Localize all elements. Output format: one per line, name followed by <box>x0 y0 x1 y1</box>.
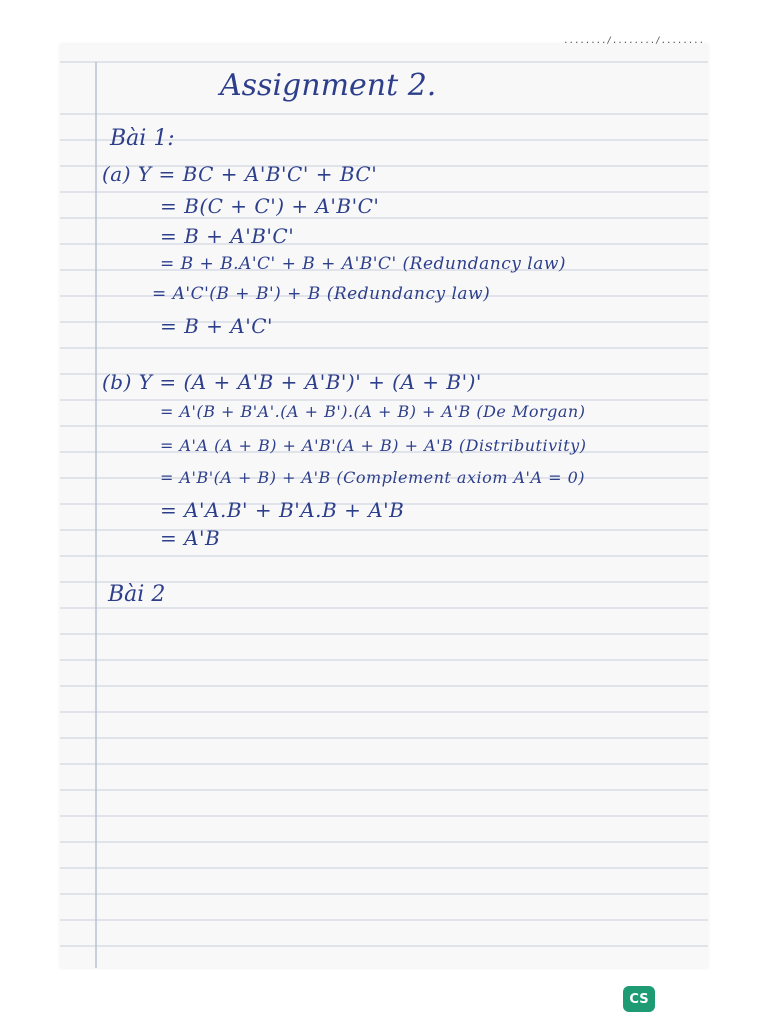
part-a-line-3: = B + A'B'C' <box>160 224 295 248</box>
camscanner-logo: CS <box>623 986 655 1012</box>
part-a-line-4: = B + B.A'C' + B + A'B'C' (Redundancy law) <box>160 254 567 274</box>
part-a-line-6: = B + A'C' <box>160 314 274 338</box>
part-b-line-3: = A'A (A + B) + A'B'(A + B) + A'B (Distributivity) <box>160 436 587 455</box>
part-a-line-5: = A'C'(B + B') + B (Redundancy law) <box>152 284 491 304</box>
part-a-line-2: = B(C + C') + A'B'C' <box>160 194 380 218</box>
section-1-heading: Bài 1: <box>110 126 175 151</box>
section-2-heading: Bài 2 <box>108 582 166 607</box>
part-b-line-2: = A'(B + B'A'.(A + B').(A + B) + A'B (De Morgan) <box>160 402 586 421</box>
part-b-line-1: (b) Y = (A + A'B + A'B')' + (A + B')' <box>102 370 482 394</box>
part-a-line-1: (a) Y = BC + A'B'C' + BC' <box>102 162 378 186</box>
date-field: ......../......../........ <box>563 36 704 46</box>
assignment-title: Assignment 2. <box>220 68 437 103</box>
part-b-line-6: = A'B <box>160 526 221 550</box>
part-b-line-4: = A'B'(A + B) + A'B (Complement axiom A'A = 0) <box>160 468 586 487</box>
part-b-line-5: = A'A.B' + B'A.B + A'B <box>160 498 405 522</box>
